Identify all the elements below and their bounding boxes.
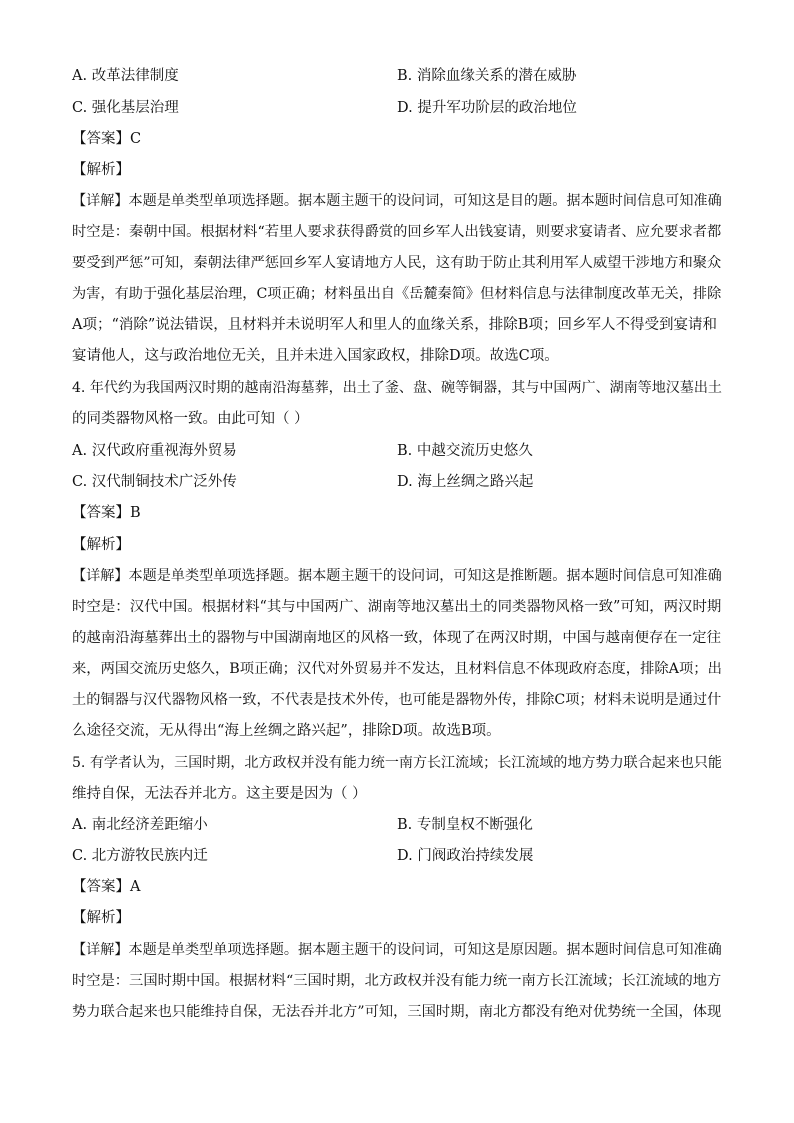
q5-detail-line: 势力联合起来也只能维持自保，无法吞并北方”可知，三国时期，南北方都没有绝对优势统一全国，体现	[72, 1004, 722, 1020]
q4-answer: 【答案】B	[72, 505, 141, 521]
q3-option-a: A. 改革法律制度	[72, 68, 179, 84]
q3-detail-line: 【详解】本题是单类型单项选择题。据本题主题干的设问词，可知这是目的题。据本题时间信息可知准确	[72, 193, 722, 209]
q4-detail-line: 土的铜器与汉代器物风格一致，不代表是技术外传，也可能是器物外传，排除C项；材料未说明是通过什	[72, 692, 722, 708]
q4-option-c: C. 汉代制铜技术广泛外传	[72, 474, 237, 490]
q3-option-d: D. 提升军功阶层的政治地位	[397, 100, 577, 116]
q4-stem-line: 4. 年代约为我国两汉时期的越南沿海墓葬，出土了釜、盘、碗等铜器，其与中国两广、湖南等地汉墓出土	[72, 380, 722, 396]
q5-option-b: B. 专制皇权不断强化	[397, 817, 533, 833]
q3-detail-line: 为害，有助于强化基层治理，C项正确；材料虽出自《岳麓秦简》但材料信息与法律制度改革无关，排除	[72, 286, 722, 302]
q5-detail-line: 时空是：三国时期中国。根据材料“三国时期，北方政权并没有能力统一南方长江流域；长江流域的地方	[72, 973, 722, 989]
q5-detail-line: 【详解】本题是单类型单项选择题。据本题主题干的设问词，可知这是原因题。据本题时间信息可知准确	[72, 942, 722, 958]
q5-option-a: A. 南北经济差距缩小	[72, 817, 208, 833]
q4-detail-line: 么途径交流，无从得出“海上丝绸之路兴起”，排除D项。故选B项。	[72, 723, 501, 739]
q4-option-b: B. 中越交流历史悠久	[397, 443, 533, 459]
q5-answer: 【答案】A	[72, 879, 141, 895]
q5-option-d: D. 门阀政治持续发展	[397, 848, 534, 864]
q4-analysis-label: 【解析】	[72, 537, 130, 553]
q4-detail-line: 的越南沿海墓葬出土的器物与中国湖南地区的风格一致，体现了在两汉时期，中国与越南便存在一定往	[72, 630, 721, 646]
q5-option-c: C. 北方游牧民族内迁	[72, 848, 208, 864]
q4-stem-line: 的同类器物风格一致。由此可知（ ）	[72, 411, 309, 427]
q3-answer: 【答案】C	[72, 131, 142, 147]
q3-analysis-label: 【解析】	[72, 162, 130, 178]
q3-detail-line: 时空是：秦朝中国。根据材料“若里人要求获得爵赏的回乡军人出钱宴请，则要求宴请者、应允要求者都	[72, 224, 722, 240]
q3-detail-line: 宴请他人，这与政治地位无关，且并未进入国家政权，排除D项。故选C项。	[72, 348, 559, 364]
q4-detail-line: 来，两国交流历史悠久，B项正确；汉代对外贸易并不发达，且材料信息不体现政府态度，排除A项；出	[72, 661, 722, 677]
q5-stem-line: 5. 有学者认为，三国时期，北方政权并没有能力统一南方长江流域；长江流域的地方势力联合起来也只能	[72, 755, 722, 771]
q4-option-a: A. 汉代政府重视海外贸易	[72, 443, 237, 459]
q4-detail-line: 时空是：汉代中国。根据材料“其与中国两广、湖南等地汉墓出土的同类器物风格一致”可知，两汉时期	[72, 599, 722, 615]
q5-analysis-label: 【解析】	[72, 910, 130, 926]
q3-option-b: B. 消除血缘关系的潜在威胁	[397, 68, 577, 84]
q3-detail-line: 要受到严惩”可知，秦朝法律严惩回乡军人宴请地方人民，这有助于防止其利用军人威望干涉地方和聚众	[72, 255, 722, 271]
q5-stem-line: 维持自保，无法吞并北方。这主要是因为（ ）	[72, 786, 367, 802]
q4-option-d: D. 海上丝绸之路兴起	[397, 474, 534, 490]
q4-detail-line: 【详解】本题是单类型单项选择题。据本题主题干的设问词，可知这是推断题。据本题时间信息可知准确	[72, 568, 722, 584]
q3-option-c: C. 强化基层治理	[72, 100, 179, 116]
q3-detail-line: A项；“消除”说法错误，且材料并未说明军人和里人的血缘关系，排除B项；回乡军人不得受到宴请和	[72, 317, 717, 333]
